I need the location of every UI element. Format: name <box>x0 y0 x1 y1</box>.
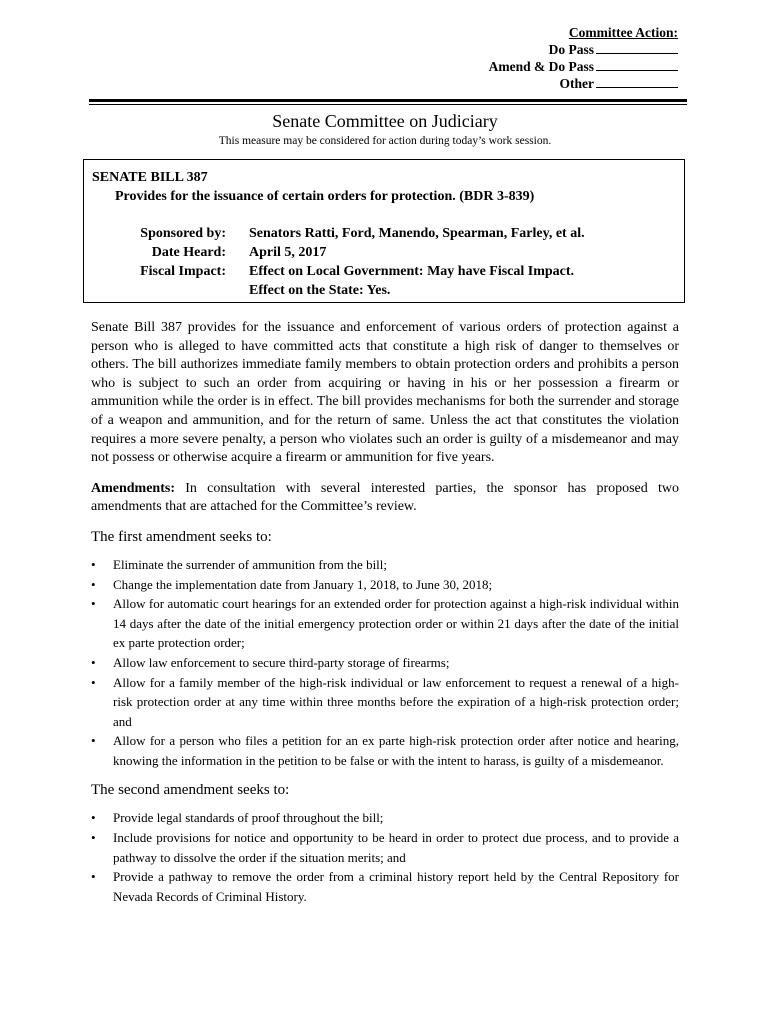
header-double-rule <box>89 99 687 106</box>
committee-action-label: Other <box>559 76 594 91</box>
bullet-icon: • <box>91 654 96 670</box>
committee-action-do-pass <box>489 41 678 58</box>
fiscal-state-row <box>84 281 684 300</box>
amendments-text: In consultation with several interested parties, the sponsor has proposed two amendments that are attached for the Committee’s review. <box>91 480 679 515</box>
list-item-text: Include provisions for notice and opportunity to be heard in order to protect due process, and to provide a pathway to dissolve the order if the situation merits; and <box>113 830 679 865</box>
committee-action-label: Amend & Do Pass <box>488 59 594 74</box>
list-item-text: Change the implementation date from January 1, 2018, to June 30, 2018; <box>113 576 493 592</box>
committee-action-other <box>489 75 678 92</box>
sponsored-row <box>84 224 684 243</box>
sponsored-value: Senators Ratti, Ford, Manendo, Spearman, Farley, et al. <box>249 226 585 241</box>
document-body <box>91 319 679 916</box>
fiscal-local-value: Effect on Local Government: May have Fiscal Impact. <box>249 264 575 279</box>
list-item <box>91 867 679 906</box>
list-item <box>91 828 679 867</box>
bullet-icon: • <box>91 733 96 749</box>
bullet-icon: • <box>91 596 96 612</box>
committee-action-block <box>489 24 678 92</box>
bill-description: Provides for the issuance of certain orders for protection. (BDR 3-839) <box>115 189 535 204</box>
list-item-text: Allow law enforcement to secure third-party storage of firearms; <box>113 654 450 670</box>
amendments-paragraph <box>91 480 679 517</box>
list-item <box>91 575 679 595</box>
committee-action-label: Do Pass <box>548 42 594 57</box>
signature-line <box>596 75 678 88</box>
bullet-icon: • <box>91 869 96 885</box>
bill-number: SENATE BILL 387 <box>92 170 208 185</box>
bullet-icon: • <box>91 576 96 592</box>
committee-action-title: Committee Action: <box>568 25 678 40</box>
date-heard-value: April 5, 2017 <box>249 245 327 260</box>
first-amendment-list <box>91 555 679 771</box>
list-item <box>91 555 679 575</box>
rule-thin <box>89 104 687 105</box>
second-amendment-list <box>91 808 679 906</box>
signature-line <box>596 41 678 54</box>
list-item <box>91 653 679 673</box>
list-item <box>91 731 679 770</box>
fiscal-impact-label: Fiscal Impact: <box>140 264 226 279</box>
date-heard-label: Date Heard: <box>151 245 226 260</box>
sponsored-label: Sponsored by: <box>140 226 226 241</box>
list-item-text: Allow for a family member of the high-risk individual or law enforcement to request a renewal of a high-risk protection order at any time within three months before the expiration of a high-risk protection order; and <box>113 674 679 729</box>
date-heard-row <box>84 243 684 262</box>
bill-info-box <box>83 159 685 303</box>
list-item <box>91 808 679 828</box>
committee-action-amend-do-pass <box>489 58 678 75</box>
bullet-icon: • <box>91 810 96 826</box>
bill-summary-paragraph: Senate Bill 387 provides for the issuance and enforcement of various orders of protection against a person who is alleged to have committed acts that constitute a high risk of danger to themselves or others. The bill authorizes immediate family members to obtain protection orders and prohibits a person who is subject to such an order from acquiring or having in his or her possession a firearm or ammunition while the order is in effect. The bill provides mechanisms for both the surrender and storage of a weapon and ammunition, and for the return of same. Unless the act that constitutes the violation requires a more severe penalty, a person who violates such an order is guilty of a misdemeanor and may not possess or otherwise acquire a firearm or ammunition for five years. <box>91 320 679 466</box>
bullet-icon: • <box>91 674 96 690</box>
list-item-text: Provide a pathway to remove the order from a criminal history report held by the Central Repository for Nevada Records of Criminal History. <box>113 869 679 904</box>
signature-line <box>596 58 678 71</box>
list-item-text: Eliminate the surrender of ammunition from the bill; <box>113 556 388 572</box>
list-item <box>91 673 679 732</box>
page-title: Senate Committee on Judiciary <box>272 111 498 131</box>
page-subtitle: This measure may be considered for action during today’s work session. <box>218 135 552 147</box>
list-item-text: Allow for a person who files a petition for an ex parte high-risk protection order after notice and hearing, knowing the information in the petition to be false or with the intent to harass, is guilty of a misdemeanor. <box>113 733 679 768</box>
amendments-label: Amendments: <box>91 480 175 496</box>
bullet-icon: • <box>91 556 96 572</box>
first-amendment-heading: The first amendment seeks to: <box>91 528 272 545</box>
fiscal-state-value: Effect on the State: Yes. <box>249 283 391 298</box>
second-amendment-heading: The second amendment seeks to: <box>91 782 290 799</box>
list-item-text: Provide legal standards of proof throughout the bill; <box>113 810 384 826</box>
fiscal-impact-row <box>84 262 684 281</box>
rule-thick <box>89 99 687 102</box>
bullet-icon: • <box>91 830 96 846</box>
list-item <box>91 594 679 653</box>
bill-meta <box>84 224 684 300</box>
list-item-text: Allow for automatic court hearings for an extended order for protection against a high-risk individual within 14 days after the date of the initial emergency protection order or within 21 days after the date of the initial ex parte protection order; <box>113 596 679 651</box>
